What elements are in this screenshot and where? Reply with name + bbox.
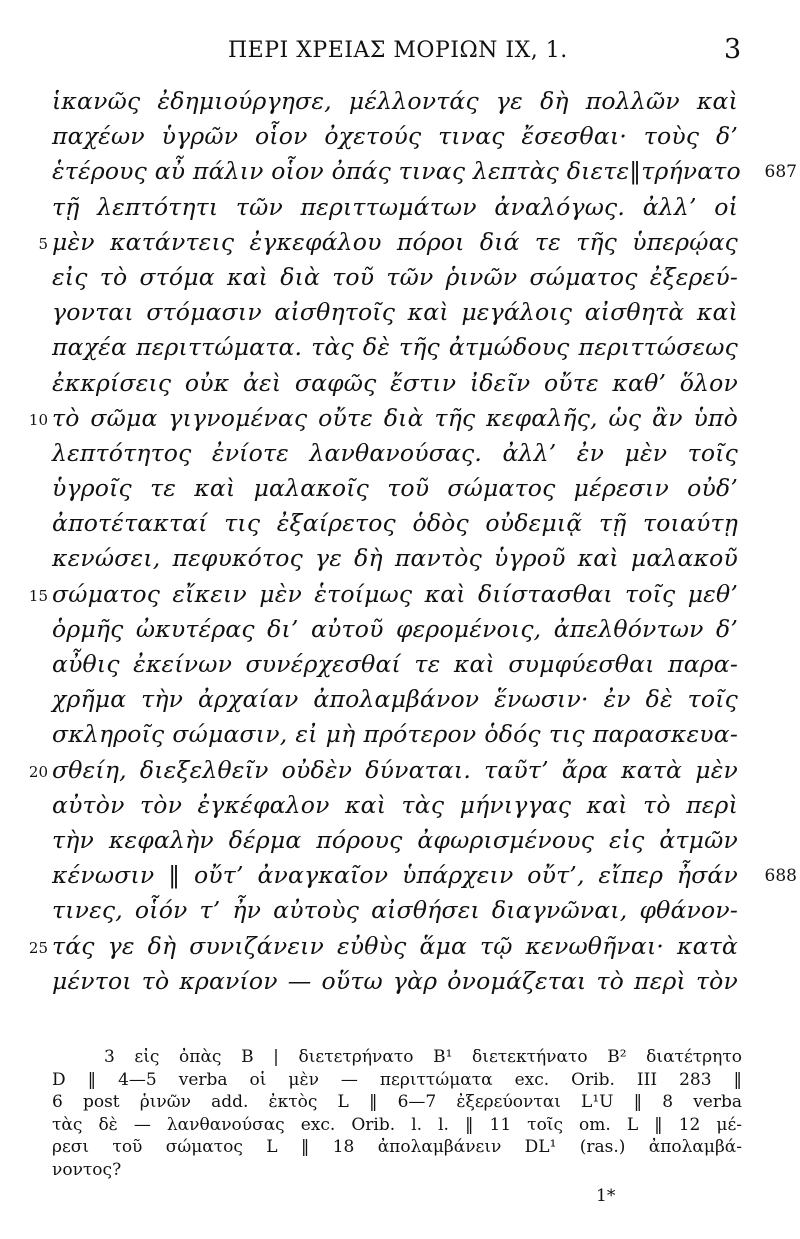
text-line (0, 964, 800, 999)
text-line (0, 753, 800, 788)
page-number: 3 (724, 34, 742, 65)
text-line (0, 506, 800, 541)
text-line (0, 366, 800, 401)
text-line (0, 682, 800, 717)
text-line (0, 541, 800, 576)
footnote-line: 6 post ῥινῶν add. ἐκτὸς L ‖ 6—7 ἐξερεύονται L¹U ‖ 8 verba (52, 1092, 742, 1112)
line-text: παχέων ὑγρῶν οἷον ὀχετούς τινας ἔσεσθαι· τοὺς δ’ (52, 122, 738, 151)
footnote-line: 3 εἰς ὀπὰς B | διετετρήνατο B¹ διετεκτήνατο B² διατέτρητο (104, 1047, 742, 1067)
text-line (0, 471, 800, 506)
text-line (0, 788, 800, 823)
line-text: ἑτέρους αὖ πάλιν οἷον ὀπάς τινας λεπτὰς διετε‖τρήνατο (52, 157, 741, 186)
text-line (0, 225, 800, 260)
line-text: χρῆμα τὴν ἀρχαίαν ἀπολαμβάνον ἕνωσιν· ἐν δὲ τοῖς (52, 685, 738, 714)
line-text: γονται στόμασιν αἰσθητοῖς καὶ μεγάλοις αἰσθητὰ καὶ (52, 298, 738, 327)
text-line (0, 647, 800, 682)
line-text: ὑγροῖς τε καὶ μαλακοῖς τοῦ σώματος μέρεσιν οὐδ’ (52, 474, 738, 503)
line-text: ἀποτέτακταί τις ἐξαίρετος ὁδὸς οὐδεμιᾷ τῇ τοιαύτῃ (52, 509, 738, 538)
text-line (0, 858, 800, 893)
line-number: 10 (28, 410, 48, 429)
text-line (0, 119, 800, 154)
line-number: 5 (38, 234, 48, 253)
line-text: μέντοι τὸ κρανίον — οὕτω γὰρ ὀνομάζεται τὸ περὶ τὸν (52, 966, 738, 995)
line-text: τῇ λεπτότητι τῶν περιττωμάτων ἀναλόγως. ἀλλ’ οἱ (52, 192, 738, 221)
line-text: παχέα περιττώματα. τὰς δὲ τῆς ἀτμώδους περιττώσεως (52, 333, 738, 362)
line-text: τὴν κεφαλὴν δέρμα πόρους ἀφωρισμένους εἰς ἀτμῶν (52, 825, 738, 854)
line-number: 20 (28, 762, 48, 781)
text-line (0, 717, 800, 752)
text-line (0, 330, 800, 365)
text-line (0, 577, 800, 612)
line-number: 25 (28, 938, 48, 957)
line-text: σθείη, διεξελθεῖν οὐδὲν δύναται. ταῦτ’ ἄρα κατὰ μὲν (52, 755, 738, 784)
line-text: αὖθις ἐκείνων συνέρχεσθαί τε καὶ συμφύεσθαι παρα- (52, 650, 738, 678)
footnote-line: D ‖ 4—5 verba οἱ μὲν — περιττώματα exc. Orib. III 283 ‖ (52, 1069, 742, 1090)
text-line (0, 154, 800, 189)
text-line (0, 401, 800, 436)
main-text (0, 84, 800, 999)
line-text: κενώσει, πεφυκότος γε δὴ παντὸς ὑγροῦ καὶ μαλακοῦ (52, 544, 738, 573)
text-line (0, 893, 800, 928)
text-line (0, 823, 800, 858)
line-text: τὸ σῶμα γιγνομένας οὔτε διὰ τῆς κεφαλῆς, ὡς ἂν ὑπὸ (52, 403, 738, 432)
line-text: ἱκανῶς ἐδημιούργησε, μέλλοντάς γε δὴ πολλῶν καὶ (52, 87, 738, 115)
line-text: λεπτότητος ἐνίοτε λανθανούσας. ἀλλ’ ἐν μὲν τοῖς (52, 438, 738, 467)
text-line (0, 612, 800, 647)
printer-signature: 1* (596, 1186, 616, 1206)
line-text: τάς γε δὴ συνιζάνειν εὐθὺς ἅμα τῷ κενωθῆναι· κατὰ (52, 931, 738, 960)
line-text: ἐκκρίσεις οὐκ ἀεὶ σαφῶς ἔστιν ἰδεῖν οὔτε καθ’ ὅλον (52, 368, 738, 397)
line-text: σώματος εἴκειν μὲν ἑτοίμως καὶ διίστασθαι τοῖς μεθ’ (52, 579, 738, 608)
line-number: 15 (28, 586, 48, 605)
line-text: εἰς τὸ στόμα καὶ διὰ τοῦ τῶν ῥινῶν σώματος ἐξερεύ- (52, 262, 738, 291)
text-line (0, 260, 800, 295)
line-text: κένωσιν ‖ οὔτ’ ἀναγκαῖον ὑπάρχειν οὔτ’, εἴπερ ἦσάν (52, 861, 738, 890)
line-text: μὲν κατάντεις ἐγκεφάλου πόροι διά τε τῆς ὑπερῴας (52, 227, 738, 256)
text-line (0, 190, 800, 225)
apparatus-footnotes (52, 1046, 742, 1181)
line-text: ὁρμῆς ὠκυτέρας δι’ αὐτοῦ φερομένοις, ἀπελθόντων δ’ (52, 614, 738, 643)
text-line (0, 295, 800, 330)
margin-reference: 688 (764, 866, 797, 887)
line-text: αὐτὸν τὸν ἐγκέφαλον καὶ τὰς μήνιγγας καὶ τὸ περὶ (52, 790, 738, 819)
footnote-line: ρεσι τοῦ σώματος L ‖ 18 ἀπολαμβάνειν DL¹ (ras.) ἀπολαμβά- (52, 1137, 742, 1157)
footnote-line: τὰς δὲ — λανθανούσας exc. Orib. l. l. ‖ 11 τοῖς om. L ‖ 12 μέ- (52, 1114, 742, 1135)
footnote-line: νοντος? (52, 1159, 122, 1180)
text-line (0, 436, 800, 471)
text-line (0, 84, 800, 119)
running-title: ΠΕΡΙ ΧΡΕΙΑΣ ΜΟΡΙΩΝ IX, 1. (228, 38, 568, 63)
margin-reference: 687 (764, 162, 797, 183)
text-line (0, 929, 800, 964)
page-header (0, 34, 800, 74)
line-text: σκληροῖς σώμασιν, εἰ μὴ πρότερον ὁδός τις παρασκευα- (52, 720, 738, 749)
line-text: τινες, οἷόν τ’ ἦν αὐτοὺς αἰσθήσει διαγνῶναι, φθάνον- (52, 896, 738, 925)
